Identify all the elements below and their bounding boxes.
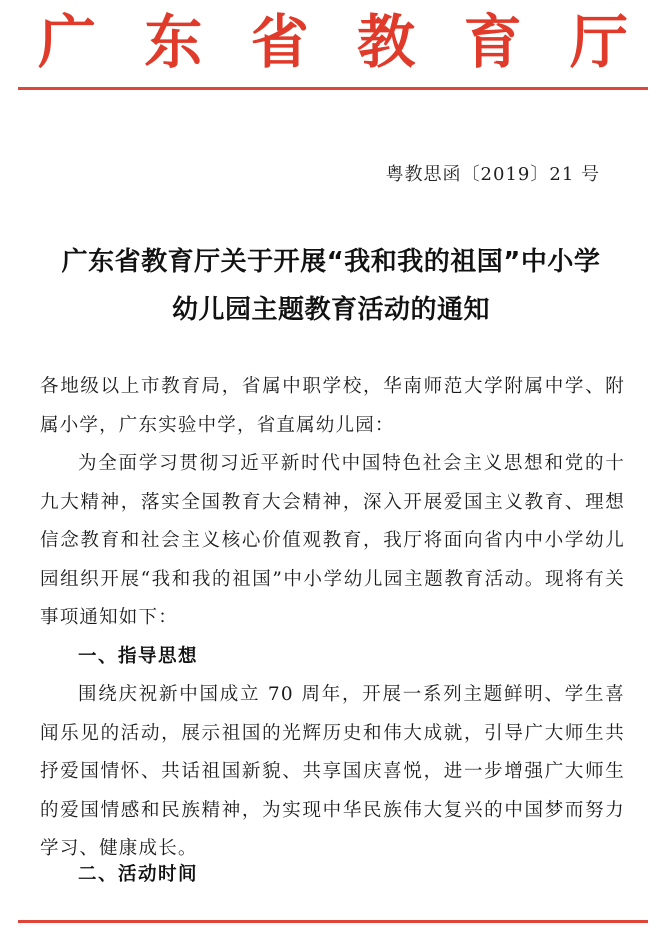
document-title bbox=[0, 238, 662, 334]
letterhead-char: 育 bbox=[463, 8, 522, 76]
document-number: 粤教思函〔2019〕21 号 bbox=[385, 164, 600, 185]
section-heading-guiding-ideology: 一、指导思想 bbox=[78, 646, 199, 667]
section1-block bbox=[40, 676, 625, 869]
letterhead-char: 广 bbox=[38, 8, 97, 76]
letterhead-char: 东 bbox=[144, 8, 203, 76]
bottom-divider bbox=[18, 920, 648, 923]
section-heading-activity-time: 二、活动时间 bbox=[78, 864, 199, 885]
title-line-1: 广东省教育厅关于开展“我和我的祖国”中小学 bbox=[61, 247, 601, 277]
title-line-2: 幼儿园主题教育活动的通知 bbox=[171, 295, 490, 325]
letterhead-char: 教 bbox=[357, 8, 416, 76]
intro-paragraph: 为全面学习贯彻习近平新时代中国特色社会主义思想和党的十九大精神，落实全国教育大会精神，深入开展爱国主义教育、理想信念教育和社会主义核心价值观教育，我厅将面向省内中小学幼儿园组织开展“我和我的祖国”中小学幼儿园主题教育活动。现将有关事项通知如下： bbox=[40, 453, 625, 628]
letterhead bbox=[38, 6, 628, 78]
letterhead-char: 省 bbox=[250, 8, 309, 76]
letterhead-char: 厅 bbox=[569, 8, 628, 76]
addressee: 各地级以上市教育局，省属中职学校，华南师范大学附属中学、附属小学，广东实验中学，省直属幼儿园： bbox=[40, 376, 625, 436]
section1-paragraph: 围绕庆祝新中国成立 70 周年，开展一系列主题鲜明、学生喜闻乐见的活动，展示祖国的光辉历史和伟大成就，引导广大师生共抒爱国情怀、共话祖国新貌、共享国庆喜悦，进一步增强广大师生的爱国情感和民族精神，为实现中华民族伟大复兴的中国梦而努力学习、健康成长。 bbox=[40, 684, 625, 859]
letterhead-divider bbox=[18, 87, 648, 90]
addressee-block bbox=[40, 368, 625, 445]
intro-block bbox=[40, 445, 625, 638]
